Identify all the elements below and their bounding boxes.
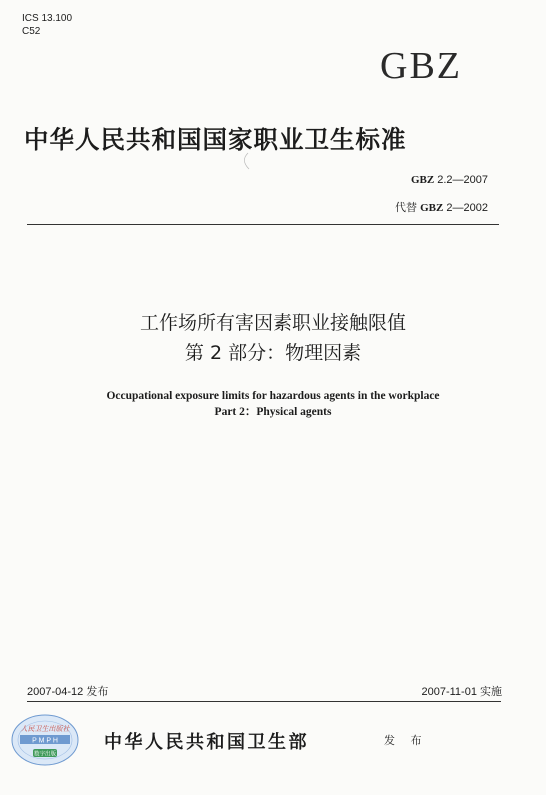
replaces-label: 代替 [395,202,421,214]
standard-number [411,174,488,186]
replaces-value: 2—2002 [443,202,488,214]
seal-bottom-text: 数字出版 [33,751,57,758]
seal-top-text: 人民卫生出版社 [20,725,70,733]
english-title-line1: Occupational exposure limits for hazardous agents in the workplace [106,390,440,402]
replaces-standard [395,199,488,215]
chinese-title [0,308,546,368]
issuing-authority: 中华人民共和国卫生部 [104,732,309,753]
classification-code: C52 [22,26,41,37]
english-title-line2: Part 2：Physical agents [214,406,332,418]
publisher-seal-icon [10,713,80,773]
publish-label: 发 布 [384,734,428,747]
ics-code: ICS 13.100 [22,13,73,24]
standard-number-prefix: GBZ [410,174,435,186]
bottom-divider [27,701,501,702]
chinese-title-line1: 工作场所有害因素职业接触限值 [139,312,406,334]
standard-code-mark: GBZ [380,45,462,87]
standard-type-title: 中华人民共和国国家职业卫生标准 [24,125,407,154]
seal-middle-text: P M P H [32,737,58,745]
english-title [0,388,546,420]
issue-date: 2007-04-12 发布 [27,686,109,698]
smudge-mark [241,152,251,170]
implementation-date: 2007-11-01 实施 [421,686,502,698]
chinese-title-line2: 第 2 部分：物理因素 [184,342,362,364]
standard-number-value: 2.2—2007 [434,174,488,186]
top-divider [27,224,499,225]
replaces-prefix: GBZ [420,202,444,214]
